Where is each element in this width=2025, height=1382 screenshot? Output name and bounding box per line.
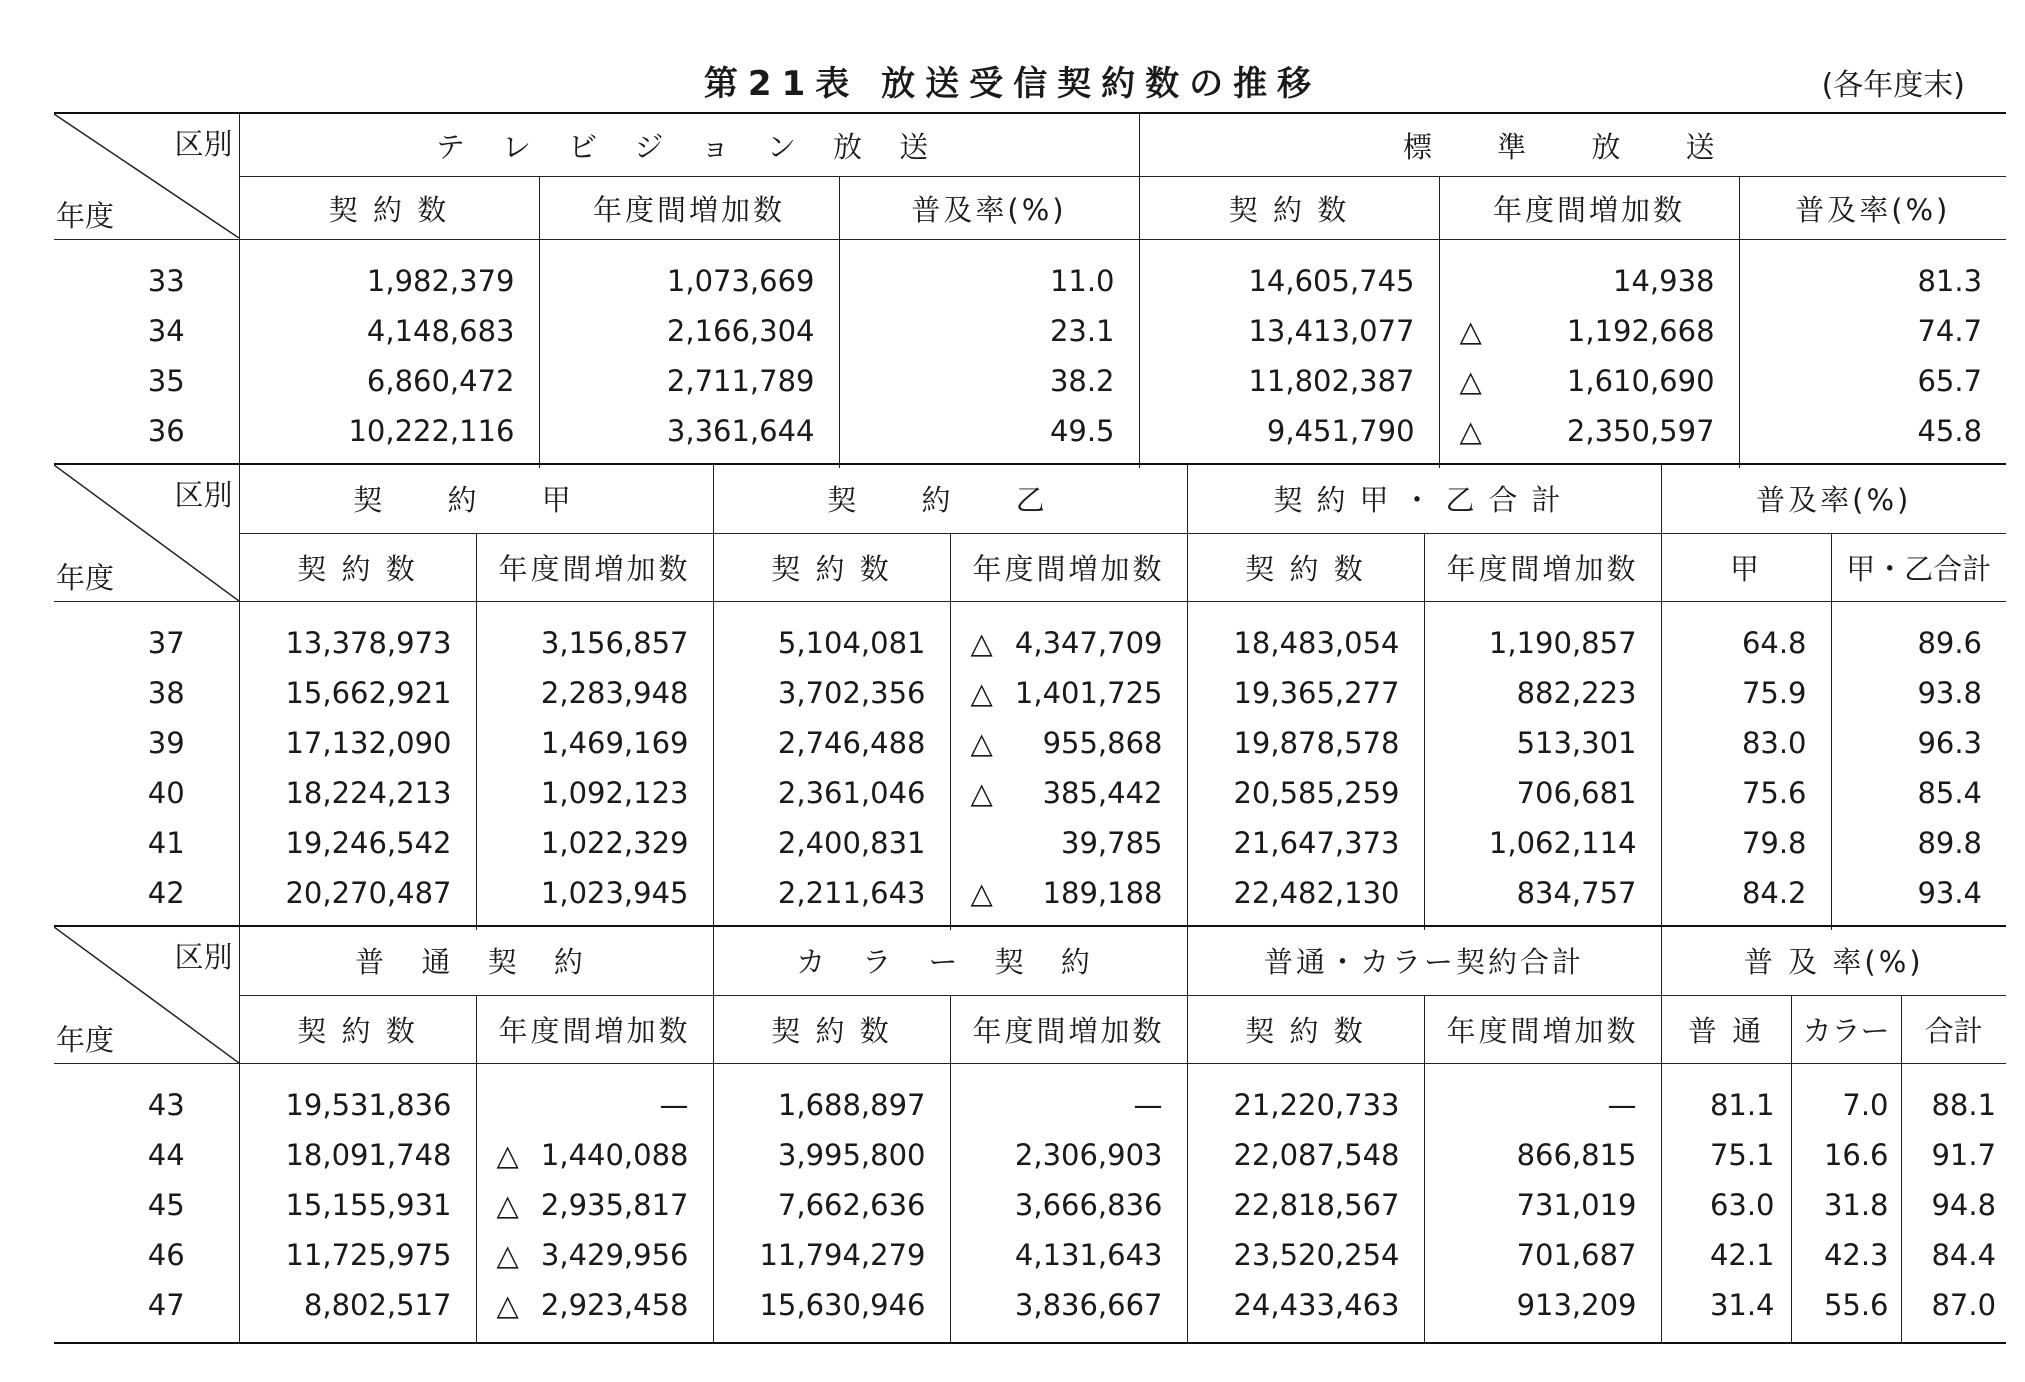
col-header: 契 約 数 bbox=[1139, 177, 1439, 240]
cell: — bbox=[950, 1064, 1187, 1131]
cell: 63.0 bbox=[1661, 1180, 1791, 1230]
cell: 91.7 bbox=[1901, 1130, 2006, 1180]
cell: 38.2 bbox=[839, 356, 1139, 406]
cell: 13,378,973 bbox=[239, 602, 476, 669]
cell: 706,681 bbox=[1424, 768, 1661, 818]
cell: 18,091,748 bbox=[239, 1130, 476, 1180]
table-row bbox=[54, 1230, 2006, 1280]
year-cell: 36 bbox=[147, 414, 185, 448]
cell: 20,270,487 bbox=[239, 868, 476, 930]
col-header: 年度間増加数 bbox=[950, 995, 1187, 1063]
group-diffusion-rate: 普及率(%) bbox=[1661, 464, 2006, 533]
cell: 6,860,472 bbox=[239, 356, 539, 406]
cell-decrease: △ 1,610,690 bbox=[1439, 356, 1739, 406]
cell: 3,995,800 bbox=[713, 1130, 950, 1180]
cell: 22,818,567 bbox=[1187, 1180, 1424, 1230]
cell: 3,156,857 bbox=[476, 602, 713, 669]
col-header: 契 約 数 bbox=[713, 995, 950, 1063]
cell: 513,301 bbox=[1424, 718, 1661, 768]
cell: 2,306,903 bbox=[950, 1130, 1187, 1180]
cell: 701,687 bbox=[1424, 1230, 1661, 1280]
cell: 5,104,081 bbox=[713, 602, 950, 669]
cell: 2,166,304 bbox=[539, 306, 839, 356]
cell: 21,647,373 bbox=[1187, 818, 1424, 868]
cell: 1,982,379 bbox=[239, 240, 539, 307]
year-cell: 46 bbox=[147, 1238, 185, 1272]
decrease-mark: △ bbox=[970, 626, 993, 660]
decrease-mark: △ bbox=[970, 726, 993, 760]
cell: 1,688,897 bbox=[713, 1064, 950, 1131]
cell: 3,702,356 bbox=[713, 668, 950, 718]
corner-year-label: 年度 bbox=[56, 1023, 115, 1057]
cell: 2,361,046 bbox=[713, 768, 950, 818]
year-cell: 41 bbox=[147, 826, 185, 860]
cell: 75.6 bbox=[1661, 768, 1831, 818]
cell: 8,802,517 bbox=[239, 1280, 476, 1343]
cell: 11,802,387 bbox=[1139, 356, 1439, 406]
cell: 75.1 bbox=[1661, 1130, 1791, 1180]
cell: 79.8 bbox=[1661, 818, 1831, 868]
table-row bbox=[54, 1130, 2006, 1180]
group-standard: 標 準 放 送 bbox=[1139, 113, 2006, 177]
table-row bbox=[54, 406, 2006, 468]
cell: 74.7 bbox=[1739, 306, 2006, 356]
corner-year-label: 年度 bbox=[56, 561, 115, 595]
year-cell: 35 bbox=[147, 364, 185, 398]
year-cell: 40 bbox=[147, 776, 185, 810]
decrease-mark: △ bbox=[1459, 314, 1482, 348]
year-cell: 43 bbox=[147, 1088, 185, 1122]
cell: 81.1 bbox=[1661, 1064, 1791, 1131]
col-header: 普及率(%) bbox=[1739, 177, 2006, 240]
decrease-mark: △ bbox=[496, 1138, 519, 1172]
col-header: 年度間増加数 bbox=[1439, 177, 1739, 240]
cell-decrease: △ 1,192,668 bbox=[1439, 306, 1739, 356]
section-normal-color bbox=[54, 925, 2006, 1344]
year-cell: 38 bbox=[147, 676, 185, 710]
year-cell: 39 bbox=[147, 726, 185, 760]
cell: 75.9 bbox=[1661, 668, 1831, 718]
cell: 22,087,548 bbox=[1187, 1130, 1424, 1180]
cell: 18,483,054 bbox=[1187, 602, 1424, 669]
corner-header bbox=[54, 464, 239, 602]
cell: 9,451,790 bbox=[1139, 406, 1439, 468]
col-header: 甲・乙合計 bbox=[1831, 533, 2006, 601]
decrease-mark: △ bbox=[1459, 414, 1482, 448]
cell: 85.4 bbox=[1831, 768, 2006, 818]
cell: 2,711,789 bbox=[539, 356, 839, 406]
cell: 93.4 bbox=[1831, 868, 2006, 930]
group-color-contract: カ ラ ー 契 約 bbox=[713, 926, 1187, 995]
cell: 88.1 bbox=[1901, 1064, 2006, 1131]
cell: 18,224,213 bbox=[239, 768, 476, 818]
col-header: 合計 bbox=[1901, 995, 2006, 1063]
decrease-mark: △ bbox=[970, 776, 993, 810]
cell: 81.3 bbox=[1739, 240, 2006, 307]
cell: 42.1 bbox=[1661, 1230, 1791, 1280]
cell: 96.3 bbox=[1831, 718, 2006, 768]
cell-decrease: △ 2,350,597 bbox=[1439, 406, 1739, 468]
table-row bbox=[54, 1180, 2006, 1230]
cell: 94.8 bbox=[1901, 1180, 2006, 1230]
decrease-mark: △ bbox=[496, 1188, 519, 1222]
cell: 1,022,329 bbox=[476, 818, 713, 868]
cell: 2,746,488 bbox=[713, 718, 950, 768]
cell: 1,469,169 bbox=[476, 718, 713, 768]
col-header: 普 通 bbox=[1661, 995, 1791, 1063]
cell: 7,662,636 bbox=[713, 1180, 950, 1230]
cell: 2,211,643 bbox=[713, 868, 950, 930]
cell-decrease: △ 1,401,725 bbox=[950, 668, 1187, 718]
corner-header bbox=[54, 926, 239, 1064]
table-row bbox=[54, 768, 2006, 818]
year-cell: 47 bbox=[147, 1288, 185, 1322]
cell: 7.0 bbox=[1791, 1064, 1901, 1131]
cell: 19,531,836 bbox=[239, 1064, 476, 1131]
cell: 2,400,831 bbox=[713, 818, 950, 868]
decrease-mark: △ bbox=[496, 1288, 519, 1322]
cell: 1,092,123 bbox=[476, 768, 713, 818]
cell: 23,520,254 bbox=[1187, 1230, 1424, 1280]
cell: 13,413,077 bbox=[1139, 306, 1439, 356]
cell: 731,019 bbox=[1424, 1180, 1661, 1230]
table-row bbox=[54, 602, 2006, 669]
cell: 4,131,643 bbox=[950, 1230, 1187, 1280]
year-cell: 34 bbox=[147, 314, 185, 348]
corner-header bbox=[54, 113, 239, 240]
cell: 31.8 bbox=[1791, 1180, 1901, 1230]
corner-category-label: 区別 bbox=[174, 478, 233, 512]
group-contract-ab-total: 契約甲・乙合計 bbox=[1187, 464, 1661, 533]
col-header: 年度間増加数 bbox=[539, 177, 839, 240]
table-row bbox=[54, 718, 2006, 768]
group-contract-b: 契 約 乙 bbox=[713, 464, 1187, 533]
table-row bbox=[54, 1280, 2006, 1343]
cell: 84.4 bbox=[1901, 1230, 2006, 1280]
table-row bbox=[54, 868, 2006, 930]
cell: 3,666,836 bbox=[950, 1180, 1187, 1230]
table-row bbox=[54, 818, 2006, 868]
col-header: 契 約 数 bbox=[713, 533, 950, 601]
cell-decrease: △ 955,868 bbox=[950, 718, 1187, 768]
cell: 93.8 bbox=[1831, 668, 2006, 718]
year-cell: 45 bbox=[147, 1188, 185, 1222]
group-normal-color-total: 普通・カラー契約合計 bbox=[1187, 926, 1661, 995]
col-header: 契 約 数 bbox=[239, 995, 476, 1063]
cell: 15,662,921 bbox=[239, 668, 476, 718]
year-cell: 33 bbox=[147, 264, 185, 298]
cell: 3,836,667 bbox=[950, 1280, 1187, 1343]
group-tv: テ レ ビ ジ ョ ン 放 送 bbox=[239, 113, 1139, 177]
decrease-mark: △ bbox=[970, 876, 993, 910]
cell: 20,585,259 bbox=[1187, 768, 1424, 818]
cell: 55.6 bbox=[1791, 1280, 1901, 1343]
col-header: 契 約 数 bbox=[1187, 995, 1424, 1063]
cell: 64.8 bbox=[1661, 602, 1831, 669]
table-title: 第21表 放送受信契約数の推移 bbox=[703, 64, 1322, 104]
cell: 16.6 bbox=[1791, 1130, 1901, 1180]
cell: 65.7 bbox=[1739, 356, 2006, 406]
cell: 2,283,948 bbox=[476, 668, 713, 718]
cell: 31.4 bbox=[1661, 1280, 1791, 1343]
cell: 49.5 bbox=[839, 406, 1139, 468]
table-row bbox=[54, 240, 2006, 307]
decrease-mark: △ bbox=[496, 1238, 519, 1272]
cell: — bbox=[1424, 1064, 1661, 1131]
cell: 834,757 bbox=[1424, 868, 1661, 930]
cell: 11.0 bbox=[839, 240, 1139, 307]
table-row bbox=[54, 306, 2006, 356]
col-header: 甲 bbox=[1661, 533, 1831, 601]
col-header: 契 約 数 bbox=[1187, 533, 1424, 601]
cell: 45.8 bbox=[1739, 406, 2006, 468]
col-header: 年度間増加数 bbox=[1424, 533, 1661, 601]
table-row bbox=[54, 1064, 2006, 1131]
year-cell: 44 bbox=[147, 1138, 185, 1172]
group-contract-a: 契 約 甲 bbox=[239, 464, 713, 533]
cell: 19,365,277 bbox=[1187, 668, 1424, 718]
col-header: 年度間増加数 bbox=[476, 995, 713, 1063]
cell: 19,246,542 bbox=[239, 818, 476, 868]
cell: 84.2 bbox=[1661, 868, 1831, 930]
cell: 15,630,946 bbox=[713, 1280, 950, 1343]
cell: 89.6 bbox=[1831, 602, 2006, 669]
cell: 1,062,114 bbox=[1424, 818, 1661, 868]
corner-category-label: 区別 bbox=[174, 940, 233, 974]
col-header: 年度間増加数 bbox=[476, 533, 713, 601]
cell: 11,725,975 bbox=[239, 1230, 476, 1280]
cell: 866,815 bbox=[1424, 1130, 1661, 1180]
cell: 1,023,945 bbox=[476, 868, 713, 930]
section-contract-ab bbox=[54, 463, 2006, 930]
cell: 1,073,669 bbox=[539, 240, 839, 307]
cell: 87.0 bbox=[1901, 1280, 2006, 1343]
decrease-mark: △ bbox=[1459, 364, 1482, 398]
cell: 882,223 bbox=[1424, 668, 1661, 718]
group-normal-contract: 普 通 契 約 bbox=[239, 926, 713, 995]
cell-decrease: △ 2,935,817 bbox=[476, 1180, 713, 1230]
cell: 39,785 bbox=[950, 818, 1187, 868]
period-note: (各年度末) bbox=[1821, 68, 1965, 103]
table-row bbox=[54, 668, 2006, 718]
cell: 913,209 bbox=[1424, 1280, 1661, 1343]
cell: 3,361,644 bbox=[539, 406, 839, 468]
section-tv-standard bbox=[54, 112, 2006, 468]
col-header: 普及率(%) bbox=[839, 177, 1139, 240]
cell: 21,220,733 bbox=[1187, 1064, 1424, 1131]
col-header: 年度間増加数 bbox=[950, 533, 1187, 601]
cell: 24,433,463 bbox=[1187, 1280, 1424, 1343]
cell: 15,155,931 bbox=[239, 1180, 476, 1230]
cell: 42.3 bbox=[1791, 1230, 1901, 1280]
cell: 17,132,090 bbox=[239, 718, 476, 768]
col-header: 契 約 数 bbox=[239, 177, 539, 240]
cell-decrease: △ 4,347,709 bbox=[950, 602, 1187, 669]
cell: 83.0 bbox=[1661, 718, 1831, 768]
cell: 14,605,745 bbox=[1139, 240, 1439, 307]
corner-category-label: 区別 bbox=[174, 127, 233, 161]
cell: 1,190,857 bbox=[1424, 602, 1661, 669]
cell: 4,148,683 bbox=[239, 306, 539, 356]
cell: 19,878,578 bbox=[1187, 718, 1424, 768]
year-cell: 42 bbox=[147, 876, 185, 910]
year-cell: 37 bbox=[147, 626, 185, 660]
group-diffusion-rate: 普 及 率(%) bbox=[1661, 926, 2006, 995]
cell: 22,482,130 bbox=[1187, 868, 1424, 930]
cell: 14,938 bbox=[1439, 240, 1739, 307]
col-header: 契 約 数 bbox=[239, 533, 476, 601]
cell: 23.1 bbox=[839, 306, 1139, 356]
decrease-mark: △ bbox=[970, 676, 993, 710]
col-header: カラー bbox=[1791, 995, 1901, 1063]
cell-decrease: △ 1,440,088 bbox=[476, 1130, 713, 1180]
cell: 11,794,279 bbox=[713, 1230, 950, 1280]
table-row bbox=[54, 356, 2006, 406]
col-header: 年度間増加数 bbox=[1424, 995, 1661, 1063]
corner-year-label: 年度 bbox=[56, 199, 115, 233]
cell-decrease: △ 189,188 bbox=[950, 868, 1187, 930]
cell-decrease: △ 3,429,956 bbox=[476, 1230, 713, 1280]
cell: 10,222,116 bbox=[239, 406, 539, 468]
cell-decrease: △ 385,442 bbox=[950, 768, 1187, 818]
cell-decrease: △ 2,923,458 bbox=[476, 1280, 713, 1343]
cell: 89.8 bbox=[1831, 818, 2006, 868]
cell: — bbox=[476, 1064, 713, 1131]
